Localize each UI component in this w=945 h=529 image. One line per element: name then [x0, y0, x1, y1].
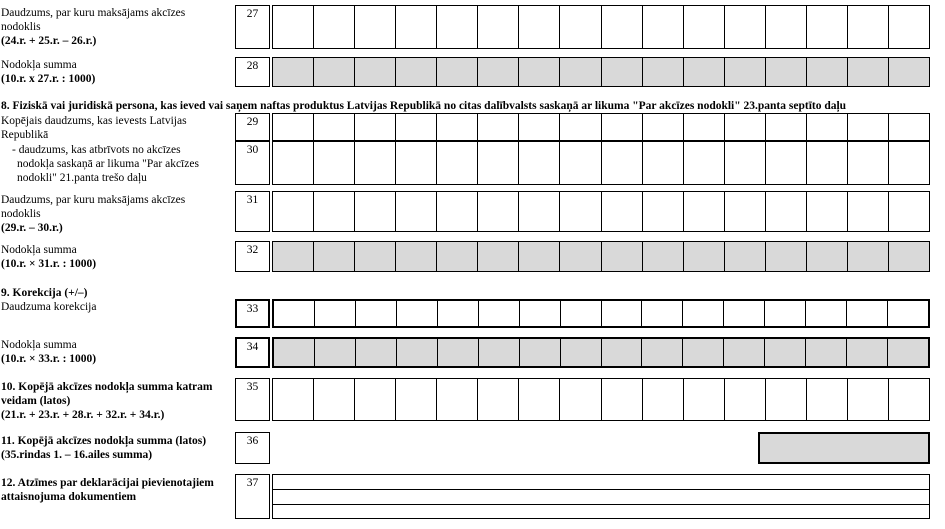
- entry-cell[interactable]: [766, 114, 807, 140]
- row-30-label-line3: nodokli" 21.panta trešo daļu: [17, 172, 147, 184]
- entry-cell[interactable]: [315, 301, 356, 326]
- row-34-number: 34: [235, 337, 270, 368]
- entry-cell[interactable]: [807, 6, 848, 48]
- row-30-label-line2: nodokļa saskaņā ar likuma "Par akcīzes: [17, 158, 199, 170]
- entry-cell[interactable]: [519, 379, 560, 420]
- entry-cell[interactable]: [314, 58, 355, 86]
- entry-cell[interactable]: [889, 6, 929, 48]
- entry-cell[interactable]: [725, 114, 766, 140]
- entry-cell[interactable]: [519, 242, 560, 271]
- entry-cell[interactable]: [314, 192, 355, 231]
- entry-cell[interactable]: [848, 58, 889, 86]
- row-27-grid: [272, 5, 930, 49]
- entry-cell[interactable]: [888, 339, 928, 366]
- row-31-label: [1, 193, 185, 235]
- entry-cell[interactable]: [437, 6, 478, 48]
- entry-cell[interactable]: [807, 114, 848, 140]
- entry-cell[interactable]: [273, 379, 314, 420]
- notes-line: [273, 504, 929, 505]
- entry-cell[interactable]: [438, 339, 479, 366]
- entry-cell[interactable]: [437, 58, 478, 86]
- row-33-number: 33: [235, 299, 270, 328]
- total-sum-field[interactable]: [758, 432, 930, 464]
- entry-cell[interactable]: [848, 242, 889, 271]
- entry-cell[interactable]: [889, 142, 929, 184]
- entry-cell[interactable]: [725, 142, 766, 184]
- entry-cell[interactable]: [684, 58, 725, 86]
- entry-cell[interactable]: [889, 114, 929, 140]
- entry-cell[interactable]: [807, 379, 848, 420]
- row-31-grid: [272, 191, 930, 232]
- entry-cell[interactable]: [397, 339, 438, 366]
- entry-cell[interactable]: [273, 114, 314, 140]
- row-32-grid: [272, 241, 930, 272]
- entry-cell[interactable]: [643, 242, 684, 271]
- entry-cell[interactable]: [437, 114, 478, 140]
- section-10-line1: 10. Kopējā akcīzes nodokļa summa katram: [1, 381, 213, 393]
- entry-cell[interactable]: [602, 301, 643, 326]
- entry-cell[interactable]: [355, 114, 396, 140]
- entry-cell[interactable]: [848, 379, 889, 420]
- entry-cell[interactable]: [602, 6, 643, 48]
- row-31-number: 31: [235, 191, 270, 232]
- entry-cell[interactable]: [642, 301, 683, 326]
- entry-cell[interactable]: [560, 114, 601, 140]
- entry-cell[interactable]: [561, 301, 602, 326]
- entry-cell[interactable]: [642, 339, 683, 366]
- entry-cell[interactable]: [478, 192, 519, 231]
- row-34-grid: [272, 337, 930, 368]
- entry-cell[interactable]: [725, 58, 766, 86]
- entry-cell[interactable]: [848, 6, 889, 48]
- entry-cell[interactable]: [396, 379, 437, 420]
- section-10-formula: (21.r. + 23.r. + 28.r. + 32.r. + 34.r.): [1, 409, 165, 421]
- section-10-line2: veidam (latos): [1, 395, 71, 407]
- entry-cell[interactable]: [560, 242, 601, 271]
- row-32-label-line1: Nodokļa summa: [1, 244, 77, 256]
- entry-cell[interactable]: [602, 192, 643, 231]
- entry-cell[interactable]: [519, 114, 560, 140]
- section-12-line1: 12. Atzīmes par deklarācijai pievienotajiem: [1, 477, 214, 489]
- entry-cell[interactable]: [684, 6, 725, 48]
- entry-cell[interactable]: [355, 242, 396, 271]
- entry-cell[interactable]: [889, 192, 929, 231]
- row-27-label-line1: Daudzums, par kuru maksājams akcīzes: [1, 7, 186, 19]
- entry-cell[interactable]: [602, 379, 643, 420]
- entry-cell[interactable]: [274, 301, 315, 326]
- entry-cell[interactable]: [806, 301, 847, 326]
- row-34-label-line1: Nodokļa summa: [1, 339, 77, 351]
- section-11-line1: 11. Kopējā akcīzes nodokļa summa (latos): [1, 435, 207, 447]
- entry-cell[interactable]: [314, 142, 355, 184]
- entry-cell[interactable]: [807, 142, 848, 184]
- entry-cell[interactable]: [355, 379, 396, 420]
- entry-cell[interactable]: [356, 301, 397, 326]
- row-28-label: [1, 58, 95, 86]
- row-37-number: 37: [235, 474, 270, 519]
- entry-cell[interactable]: [273, 242, 314, 271]
- entry-cell[interactable]: [520, 301, 561, 326]
- entry-cell[interactable]: [478, 6, 519, 48]
- entry-cell[interactable]: [479, 339, 520, 366]
- entry-cell[interactable]: [396, 6, 437, 48]
- entry-cell[interactable]: [560, 142, 601, 184]
- row-29-number: 29: [235, 113, 270, 141]
- entry-cell[interactable]: [806, 339, 847, 366]
- entry-cell[interactable]: [643, 6, 684, 48]
- row-27-label: [1, 6, 185, 48]
- entry-cell[interactable]: [314, 242, 355, 271]
- entry-cell[interactable]: [725, 242, 766, 271]
- row-34-formula: (10.r. × 33.r. : 1000): [1, 353, 97, 365]
- row-30-number: 30: [235, 141, 270, 185]
- row-27-label-line2: nodoklis: [1, 21, 41, 33]
- entry-cell[interactable]: [560, 192, 601, 231]
- entry-cell[interactable]: [725, 379, 766, 420]
- entry-cell[interactable]: [355, 142, 396, 184]
- row-30-label: [12, 143, 199, 185]
- entry-cell[interactable]: [519, 192, 560, 231]
- entry-cell[interactable]: [765, 339, 806, 366]
- row-33-label: [1, 300, 96, 314]
- entry-cell[interactable]: [478, 242, 519, 271]
- row-28-label-line1: Nodokļa summa: [1, 59, 77, 71]
- entry-cell[interactable]: [602, 58, 643, 86]
- entry-cell[interactable]: [437, 379, 478, 420]
- entry-cell[interactable]: [356, 339, 397, 366]
- entry-cell[interactable]: [766, 142, 807, 184]
- entry-cell[interactable]: [519, 142, 560, 184]
- row-32-label: [1, 243, 96, 271]
- entry-cell[interactable]: [683, 301, 724, 326]
- row-27-formula: (24.r. + 25.r. – 26.r.): [1, 35, 97, 47]
- entry-cell[interactable]: [478, 114, 519, 140]
- entry-cell[interactable]: [560, 379, 601, 420]
- entry-cell[interactable]: [807, 192, 848, 231]
- notes-line: [273, 489, 929, 490]
- section-12-heading: [1, 476, 214, 504]
- entry-cell[interactable]: [396, 242, 437, 271]
- row-34-label: [1, 338, 96, 366]
- entry-cell[interactable]: [519, 6, 560, 48]
- entry-cell[interactable]: [314, 114, 355, 140]
- entry-cell[interactable]: [848, 114, 889, 140]
- row-29-label: [1, 114, 187, 142]
- entry-cell[interactable]: [602, 242, 643, 271]
- row-28-formula: (10.r. x 27.r. : 1000): [1, 73, 96, 85]
- entry-cell[interactable]: [889, 242, 929, 271]
- entry-cell[interactable]: [643, 379, 684, 420]
- entry-cell[interactable]: [684, 114, 725, 140]
- entry-cell[interactable]: [847, 301, 888, 326]
- entry-cell[interactable]: [396, 114, 437, 140]
- entry-cell[interactable]: [725, 192, 766, 231]
- entry-cell[interactable]: [847, 339, 888, 366]
- entry-cell[interactable]: [643, 58, 684, 86]
- section-12-line2: attaisnojuma dokumentiem: [1, 491, 137, 503]
- entry-cell[interactable]: [478, 379, 519, 420]
- entry-cell[interactable]: [765, 301, 806, 326]
- entry-cell[interactable]: [766, 6, 807, 48]
- row-32-number: 32: [235, 241, 270, 272]
- row-36-number: 36: [235, 432, 270, 464]
- entry-cell[interactable]: [602, 142, 643, 184]
- entry-cell[interactable]: [848, 192, 889, 231]
- entry-cell[interactable]: [437, 242, 478, 271]
- entry-cell[interactable]: [438, 301, 479, 326]
- entry-cell[interactable]: [479, 301, 520, 326]
- entry-cell[interactable]: [355, 6, 396, 48]
- entry-cell[interactable]: [273, 58, 314, 86]
- entry-cell[interactable]: [848, 142, 889, 184]
- row-27-number: 27: [235, 5, 270, 49]
- row-28-grid: [272, 57, 930, 87]
- row-31-formula: (29.r. – 30.r.): [1, 222, 63, 234]
- entry-cell[interactable]: [315, 339, 356, 366]
- entry-cell[interactable]: [437, 192, 478, 231]
- row-31-label-line2: nodoklis: [1, 208, 41, 220]
- row-29-label-line1: Kopējais daudzums, kas ievests Latvijas: [1, 115, 187, 127]
- entry-cell[interactable]: [889, 58, 929, 86]
- entry-cell[interactable]: [355, 58, 396, 86]
- entry-cell[interactable]: [560, 58, 601, 86]
- row-33-label-line1: Daudzuma korekcija: [1, 301, 97, 313]
- row-28-number: 28: [235, 57, 270, 87]
- entry-cell[interactable]: [273, 142, 314, 184]
- entry-cell[interactable]: [519, 58, 560, 86]
- entry-cell[interactable]: [273, 192, 314, 231]
- entry-cell[interactable]: [274, 339, 315, 366]
- section-10-heading: [1, 380, 212, 422]
- entry-cell[interactable]: [724, 301, 765, 326]
- entry-cell[interactable]: [561, 339, 602, 366]
- entry-cell[interactable]: [724, 339, 765, 366]
- row-31-label-line1: Daudzums, par kuru maksājams akcīzes: [1, 194, 186, 206]
- row-33-grid: [272, 299, 930, 328]
- entry-cell[interactable]: [684, 242, 725, 271]
- entry-cell[interactable]: [888, 301, 928, 326]
- entry-cell[interactable]: [643, 142, 684, 184]
- entry-cell[interactable]: [684, 142, 725, 184]
- entry-cell[interactable]: [643, 114, 684, 140]
- row-30-label-line1: - daudzums, kas atbrīvots no akcīzes: [12, 144, 181, 156]
- entry-cell[interactable]: [273, 6, 314, 48]
- entry-cell[interactable]: [520, 339, 561, 366]
- row-29-label-line2: Republikā: [1, 129, 49, 141]
- section-8-heading: 8. Fiziskā vai juridiskā persona, kas ieved vai saņem naftas produktus Latvijas Republikā no citas dalībvalsts saskaņā ar likuma "Par akcīzes nodokli" 23.panta septīto daļu: [1, 100, 847, 112]
- row-30-grid: [272, 141, 930, 185]
- entry-cell[interactable]: [602, 114, 643, 140]
- row-35-number: 35: [235, 378, 270, 421]
- entry-cell[interactable]: [437, 142, 478, 184]
- row-29-grid: [272, 113, 930, 141]
- entry-cell[interactable]: [478, 142, 519, 184]
- entry-cell[interactable]: [560, 6, 601, 48]
- entry-cell[interactable]: [889, 379, 929, 420]
- entry-cell[interactable]: [766, 379, 807, 420]
- entry-cell[interactable]: [314, 379, 355, 420]
- notes-field[interactable]: [272, 474, 930, 519]
- entry-cell[interactable]: [396, 192, 437, 231]
- entry-cell[interactable]: [602, 339, 643, 366]
- entry-cell[interactable]: [684, 192, 725, 231]
- entry-cell[interactable]: [396, 142, 437, 184]
- entry-cell[interactable]: [684, 379, 725, 420]
- entry-cell[interactable]: [355, 192, 396, 231]
- section-9-heading: 9. Korekcija (+/–): [1, 287, 88, 299]
- entry-cell[interactable]: [807, 242, 848, 271]
- entry-cell[interactable]: [397, 301, 438, 326]
- entry-cell[interactable]: [314, 6, 355, 48]
- entry-cell[interactable]: [766, 242, 807, 271]
- entry-cell[interactable]: [725, 6, 766, 48]
- section-11-heading: [1, 434, 206, 462]
- row-35-grid: [272, 378, 930, 421]
- entry-cell[interactable]: [643, 192, 684, 231]
- section-11-formula: (35.rindas 1. – 16.ailes summa): [1, 449, 153, 461]
- entry-cell[interactable]: [766, 58, 807, 86]
- entry-cell[interactable]: [807, 58, 848, 86]
- entry-cell[interactable]: [478, 58, 519, 86]
- row-32-formula: (10.r. × 31.r. : 1000): [1, 258, 97, 270]
- entry-cell[interactable]: [683, 339, 724, 366]
- entry-cell[interactable]: [766, 192, 807, 231]
- entry-cell[interactable]: [396, 58, 437, 86]
